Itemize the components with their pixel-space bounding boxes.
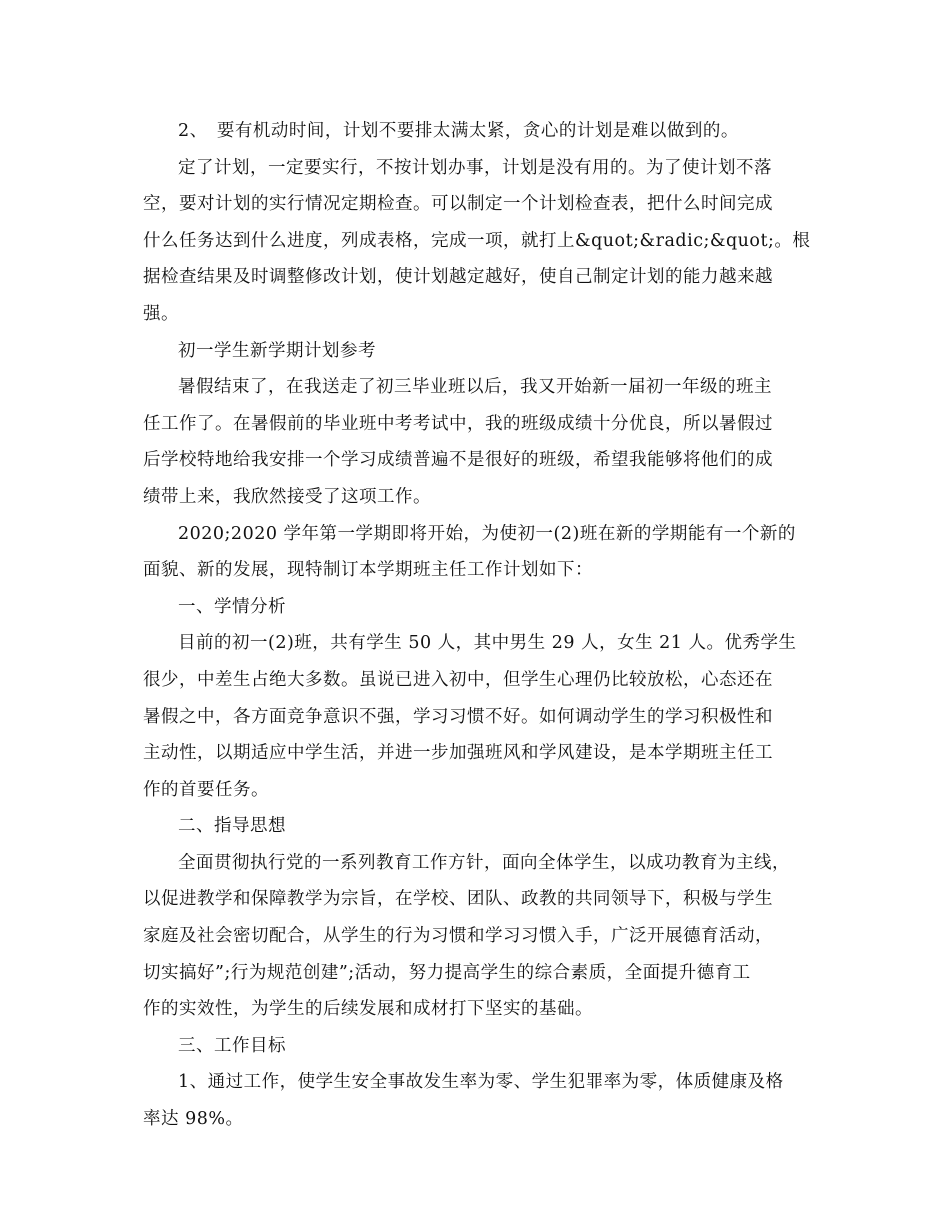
text-line: 以促进教学和保障教学为宗旨，在学校、团队、政教的共同领导下，积极与学生: [143, 889, 773, 910]
text-line: 1、通过工作，使学生安全事故发生率为零、学生犯罪率为零，体质健康及格: [178, 1072, 784, 1093]
text-line: 2020;2020 学年第一学期即将开始，为使初一(2)班在新的学期能有一个新的: [178, 523, 796, 544]
text-line: 任工作了。在暑假前的毕业班中考考试中，我的班级成绩十分优良，所以暑假过: [143, 413, 773, 434]
text-line: 后学校特地给我安排一个学习成绩普遍不是很好的班级，希望我能够将他们的成: [143, 450, 773, 471]
text-line: 2、 要有机动时间，计划不要排太满太紧，贪心的计划是难以做到的。: [178, 121, 739, 141]
text-line: 暑假结束了，在我送走了初三毕业班以后，我又开始新一届初一年级的班主: [178, 377, 772, 398]
text-line: 全面贯彻执行党的一系列教育工作方针，面向全体学生，以成功教育为主线，: [178, 852, 790, 873]
paragraph: [143, 845, 807, 1028]
text-line: 三、工作目标: [178, 1035, 286, 1056]
paragraph: [143, 333, 807, 370]
text-line: 作的实效性，为学生的后续发展和成材打下坚实的基础。: [143, 999, 593, 1020]
text-line: 切实搞好”;行为规范创建”;活动，努力提高学生的综合素质，全面提升德育工: [143, 962, 751, 983]
text-line: 面貌、新的发展，现特制订本学期班主任工作计划如下：: [143, 560, 593, 581]
paragraph: [143, 516, 807, 589]
paragraph: [143, 625, 807, 808]
text-line: 空，要对计划的实行情况定期检查。可以制定一个计划检查表，把什么时间完成: [143, 194, 773, 215]
text-line: 目前的初一(2)班，共有学生 50 人，其中男生 29 人，女生 21 人。优秀学生: [178, 633, 797, 654]
text-line: 家庭及社会密切配合，从学生的行为习惯和学习习惯入手，广泛开展德育活动，: [143, 926, 773, 947]
text-line: 绩带上来，我欣然接受了这项工作。: [143, 486, 431, 507]
paragraph: [143, 589, 807, 626]
paragraph: [143, 369, 807, 515]
document-body: [143, 113, 811, 1138]
text-line: 作的首要任务。: [143, 779, 269, 800]
text-line: 一、学情分析: [178, 596, 286, 617]
text-line: 很少，中差生占绝大多数。虽说已进入初中，但学生心理仍比较放松，心态还在: [143, 669, 773, 690]
text-line: 据检查结果及时调整修改计划，使计划越定越好，使自己制定计划的能力越来越: [143, 267, 773, 288]
text-line: 初一学生新学期计划参考: [178, 340, 376, 361]
text-line: 定了计划，一定要实行，不按计划办事，计划是没有用的。为了使计划不落: [178, 157, 772, 178]
text-line: 暑假之中，各方面竞争意识不强，学习习惯不好。如何调动学生的学习积极性和: [143, 706, 773, 727]
text-line: 率达 98%。: [143, 1109, 244, 1130]
paragraph: [143, 150, 811, 333]
text-line: 二、指导思想: [178, 816, 286, 837]
paragraph: [143, 1064, 807, 1137]
text-line: 什么任务达到什么进度，列成表格，完成一项，就打上&quot;&radic;&quot;。根: [143, 230, 811, 251]
text-line: 主动性，以期适应中学生活，并进一步加强班风和学风建设，是本学期班主任工: [143, 743, 773, 764]
paragraph: [143, 1028, 807, 1065]
text-line: 强。: [143, 303, 179, 324]
paragraph: [143, 113, 807, 150]
paragraph: [143, 808, 807, 845]
